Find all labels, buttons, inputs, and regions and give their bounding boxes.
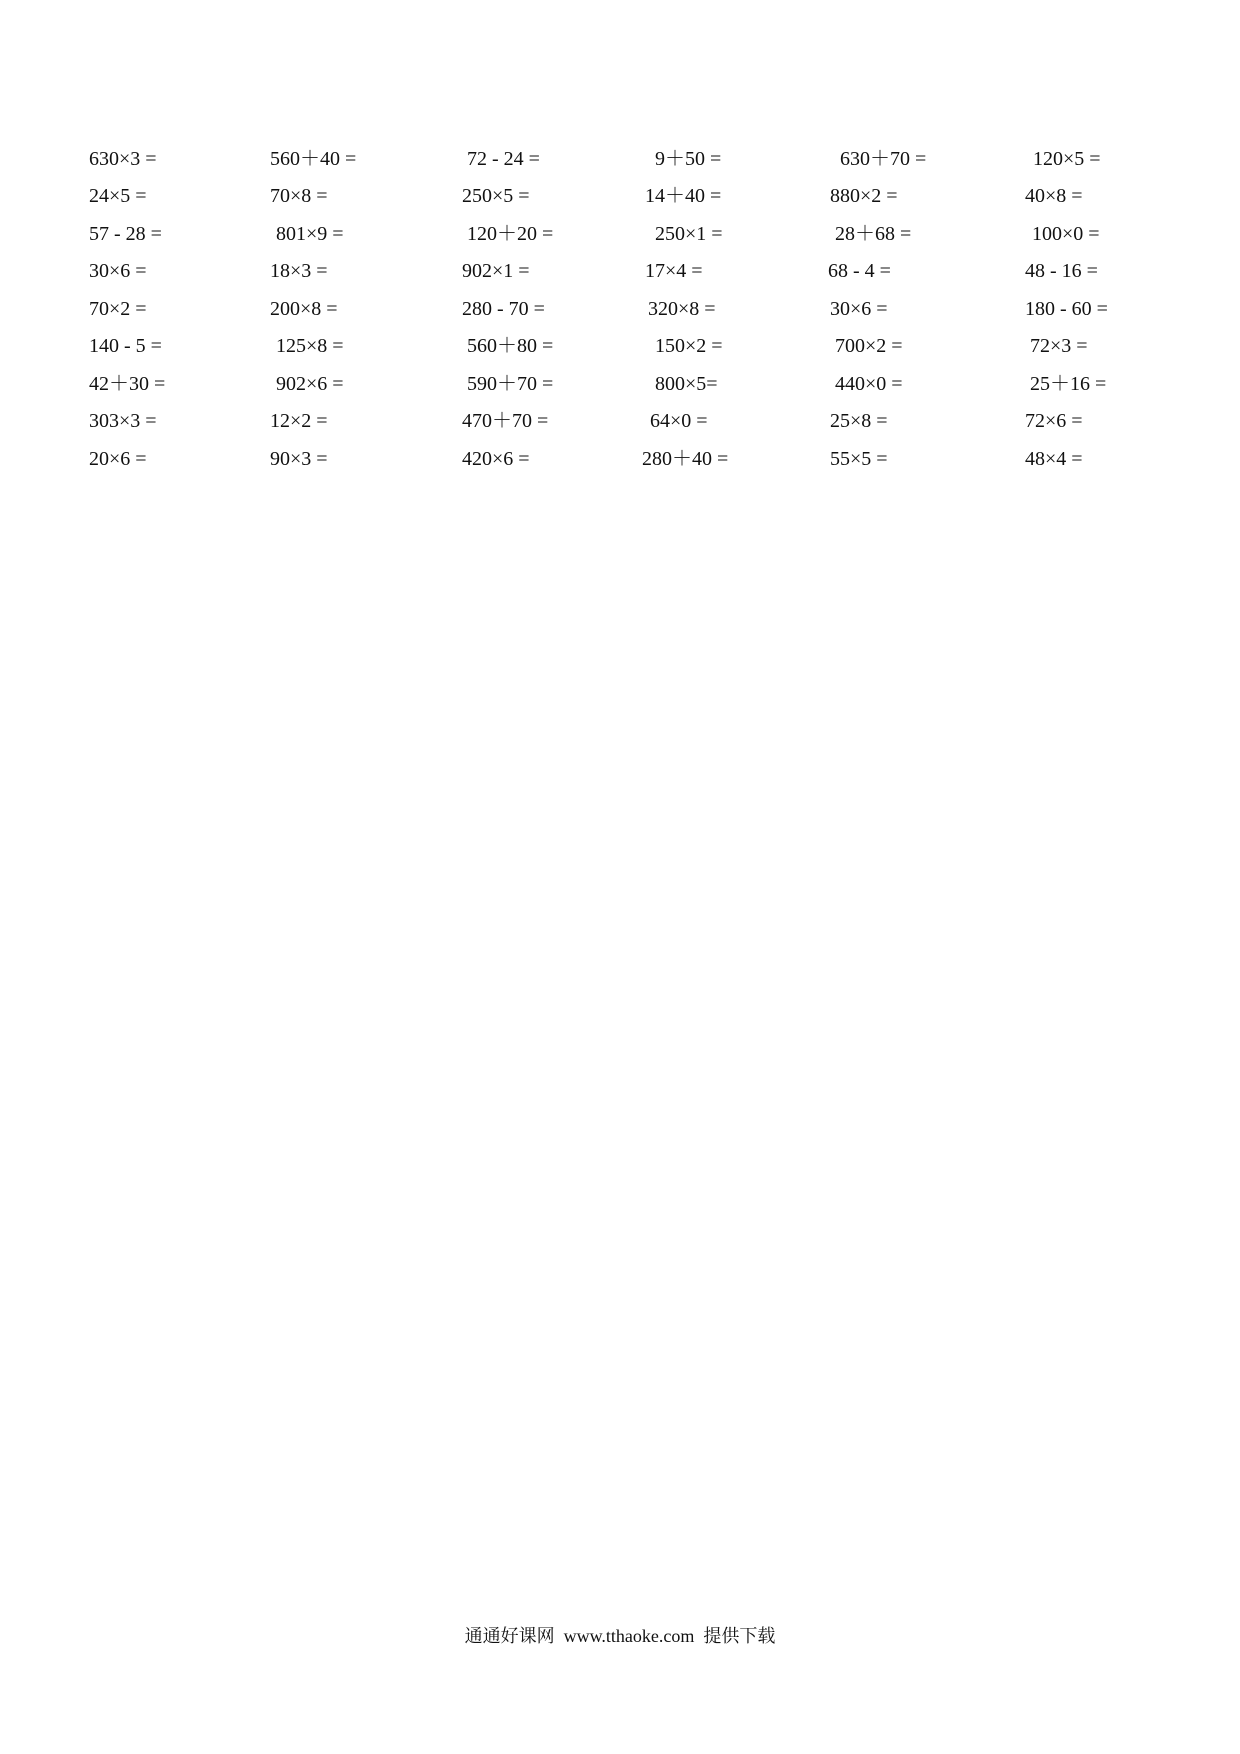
problem-r2-c3: 250×5 = <box>462 185 530 207</box>
problem-r9-c5: 55×5 = <box>830 448 888 470</box>
problem-r1-c5: 630＋70 = <box>840 148 927 170</box>
problem-r7-c3: 590＋70 = <box>467 373 554 395</box>
problem-r4-c6: 48 - 16 = <box>1025 260 1098 282</box>
problem-r7-c5: 440×0 = <box>835 373 903 395</box>
problem-r3-c6: 100×0 = <box>1032 223 1100 245</box>
problem-r2-c5: 880×2 = <box>830 185 898 207</box>
problem-r1-c4: 9＋50 = <box>655 148 722 170</box>
problem-r6-c4: 150×2 = <box>655 335 723 357</box>
problem-r4-c2: 18×3 = <box>270 260 328 282</box>
problem-r3-c3: 120＋20 = <box>467 223 554 245</box>
problem-r1-c1: 630×3 = <box>89 148 157 170</box>
problem-r8-c3: 470＋70 = <box>462 410 549 432</box>
problem-r2-c4: 14＋40 = <box>645 185 722 207</box>
problem-r1-c3: 72 - 24 = <box>467 148 540 170</box>
problem-r5-c6: 180 - 60 = <box>1025 298 1108 320</box>
problem-r4-c5: 68 - 4 = <box>828 260 891 282</box>
problem-r5-c4: 320×8 = <box>648 298 716 320</box>
problem-r3-c1: 57 - 28 = <box>89 223 162 245</box>
problem-r9-c4: 280＋40 = <box>642 448 729 470</box>
problem-r8-c2: 12×2 = <box>270 410 328 432</box>
problem-r6-c6: 72×3 = <box>1030 335 1088 357</box>
problem-r8-c1: 303×3 = <box>89 410 157 432</box>
problem-r2-c1: 24×5 = <box>89 185 147 207</box>
problem-r1-c2: 560＋40 = <box>270 148 357 170</box>
problem-r6-c2: 125×8 = <box>276 335 344 357</box>
problem-r2-c6: 40×8 = <box>1025 185 1083 207</box>
problem-r5-c2: 200×8 = <box>270 298 338 320</box>
problem-r6-c5: 700×2 = <box>835 335 903 357</box>
problem-r4-c1: 30×6 = <box>89 260 147 282</box>
footer-credit: 通通好课网 www.tthaoke.com 提供下载 <box>464 1626 776 1646</box>
problem-r7-c6: 25＋16 = <box>1030 373 1107 395</box>
problem-r2-c2: 70×8 = <box>270 185 328 207</box>
problem-r9-c3: 420×6 = <box>462 448 530 470</box>
problem-r6-c1: 140 - 5 = <box>89 335 162 357</box>
problem-r7-c4: 800×5= <box>655 373 718 395</box>
problem-r7-c1: 42＋30 = <box>89 373 166 395</box>
arithmetic-problem-grid <box>0 0 1240 520</box>
problem-r5-c5: 30×6 = <box>830 298 888 320</box>
problem-r1-c6: 120×5 = <box>1033 148 1101 170</box>
problem-r6-c3: 560＋80 = <box>467 335 554 357</box>
problem-r3-c5: 28＋68 = <box>835 223 912 245</box>
problem-r7-c2: 902×6 = <box>276 373 344 395</box>
problem-r3-c2: 801×9 = <box>276 223 344 245</box>
problem-r8-c4: 64×0 = <box>650 410 708 432</box>
problem-r9-c2: 90×3 = <box>270 448 328 470</box>
problem-r5-c3: 280 - 70 = <box>462 298 545 320</box>
problem-r4-c3: 902×1 = <box>462 260 530 282</box>
problem-r3-c4: 250×1 = <box>655 223 723 245</box>
problem-r4-c4: 17×4 = <box>645 260 703 282</box>
problem-r8-c6: 72×6 = <box>1025 410 1083 432</box>
problem-r8-c5: 25×8 = <box>830 410 888 432</box>
problem-r9-c1: 20×6 = <box>89 448 147 470</box>
problem-r5-c1: 70×2 = <box>89 298 147 320</box>
problem-r9-c6: 48×4 = <box>1025 448 1083 470</box>
